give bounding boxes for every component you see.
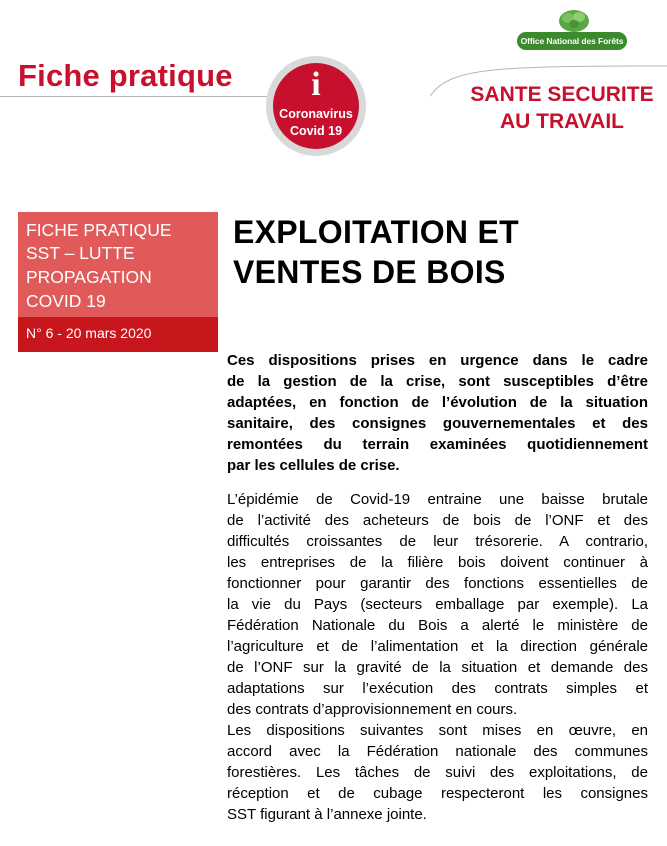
body-line: Les dispositions suivantes sont mises en œuvre, en [227, 722, 648, 739]
logo-text: Office National des Forêts [517, 32, 627, 50]
body-line: les entreprises de la filière bois doivent continuer à [227, 554, 648, 571]
box-line-2: SST – LUTTE [26, 243, 135, 263]
sante-securite-heading [462, 81, 662, 135]
title-line-2: VENTES DE BOIS [233, 254, 506, 290]
body-line: accord avec la Fédération nationale des communes [227, 743, 648, 760]
body-line: Fédération Nationale du Bois a alerté le ministère de [227, 617, 648, 634]
intro-line: Ces dispositions prises en urgence dans le cadre [227, 352, 648, 369]
fiche-number: N° 6 - 20 mars 2020 [26, 325, 152, 341]
body-line: de l’ONF sur la gravité de la situation et demande des [227, 659, 648, 676]
page-title [233, 212, 519, 292]
intro-line: par les cellules de crise. [227, 457, 400, 474]
fiche-info-box [18, 212, 218, 352]
leaves-icon [557, 8, 591, 34]
fiche-pratique-heading: Fiche pratique [18, 58, 233, 93]
body-line: forestières. Les tâches de suivi des exploitations, de [227, 764, 648, 781]
body-line: des contrats d’approvisionnement en cours. [227, 701, 518, 718]
body-line: fonctionner pour garantir des fonctions essentielles de [227, 575, 648, 592]
intro-line: adaptées, en fonction de l’évolution de la situation [227, 394, 648, 411]
body-line: l’agriculture et de l’alimentation et la direction générale [227, 638, 648, 655]
body-line: SST figurant à l’annexe jointe. [227, 806, 427, 823]
body-line: adaptations sur l’exécution des contrats simples et [227, 680, 648, 697]
body-line: difficultés croissantes de leur trésorerie. A contrario, [227, 533, 648, 550]
box-line-4: COVID 19 [26, 291, 106, 311]
info-icon: i [311, 66, 321, 103]
body-line: de l’activité des acheteurs de bois de l’ONF et des [227, 512, 648, 529]
body-line: L’épidémie de Covid-19 entraine une baisse brutale [227, 491, 648, 508]
box-line-1: FICHE PRATIQUE [26, 220, 172, 240]
onf-logo [517, 8, 627, 54]
coronavirus-badge [273, 63, 359, 149]
fiche-number-block [18, 317, 218, 352]
title-line-1: EXPLOITATION ET [233, 214, 519, 250]
body-line: la vie du Pays (secteurs emballage par exemple). La [227, 596, 648, 613]
intro-line: sanitaire, des consignes gouvernementales et des [227, 415, 648, 432]
badge-line-1: Coronavirus [279, 107, 353, 121]
fiche-label-block [18, 212, 218, 317]
badge-line-2: Covid 19 [289, 124, 343, 138]
box-line-3: PROPAGATION [26, 267, 152, 287]
sante-line-1: SANTE SECURITE [470, 83, 654, 106]
intro-line: de la gestion de la crise, sont susceptibles d’être [227, 373, 648, 390]
body-line: réception et de cubage respecteront les consignes [227, 785, 648, 802]
intro-line: remontées du terrain examinées quotidiennement [227, 436, 648, 453]
sante-line-2: AU TRAVAIL [499, 110, 625, 133]
header-rule-left [0, 96, 268, 97]
